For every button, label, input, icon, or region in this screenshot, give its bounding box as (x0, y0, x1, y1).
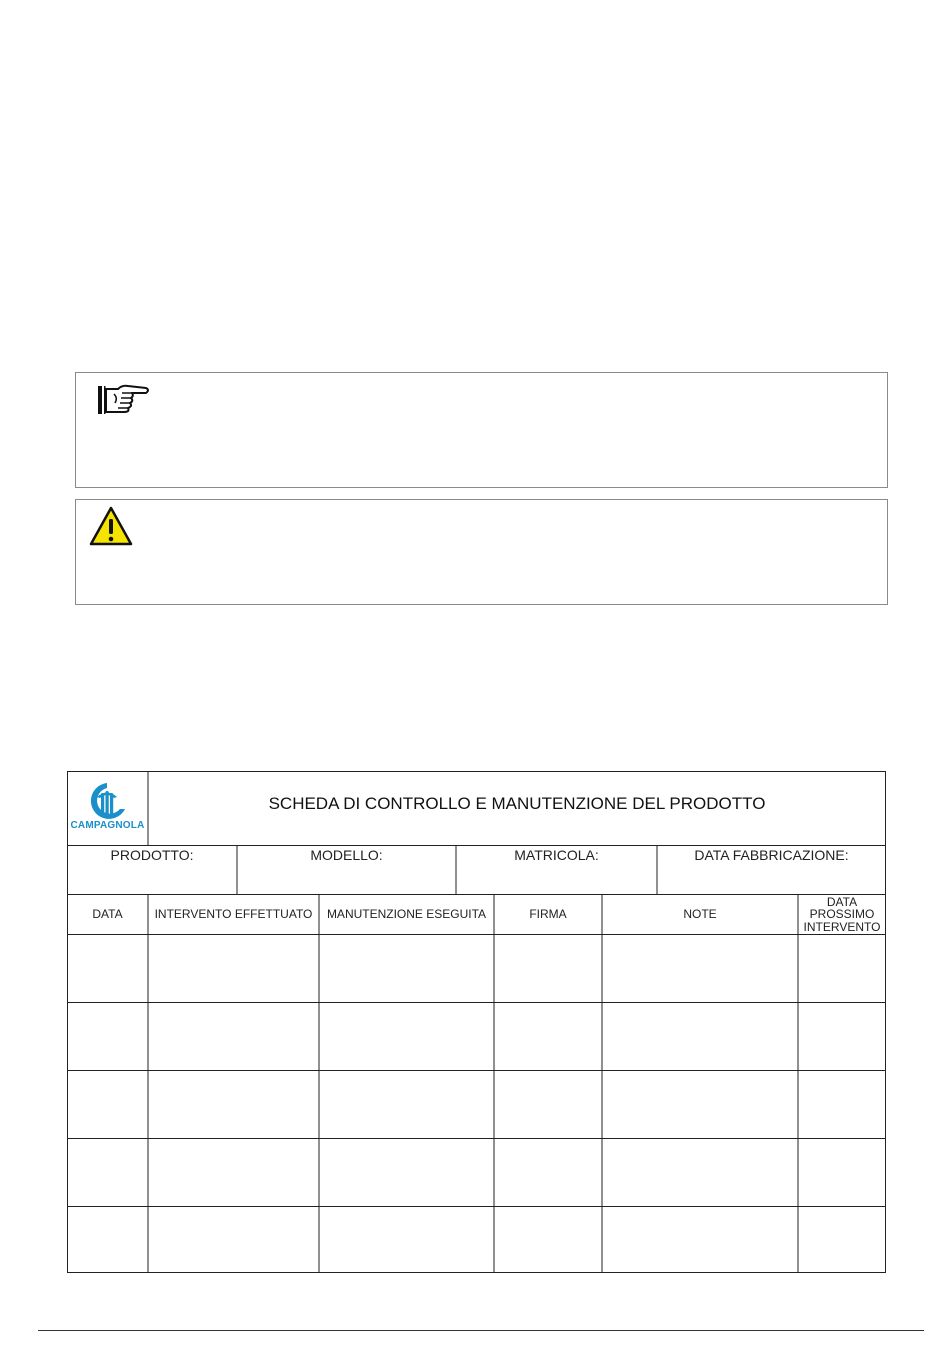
row-3-intervento-cell[interactable] (148, 1071, 319, 1138)
column-header-data: DATA (92, 907, 123, 922)
footer-divider (38, 1330, 924, 1331)
row-2-intervento-cell[interactable] (148, 1003, 319, 1070)
row-1-firma-cell[interactable] (494, 935, 602, 1002)
column-header-intervento: INTERVENTO EFFETTUATO (154, 907, 313, 922)
row-5-data-cell[interactable] (67, 1207, 148, 1273)
row-2-manutenzione-cell[interactable] (319, 1003, 494, 1070)
column-header-firma: FIRMA (529, 907, 567, 922)
row-5-firma-cell[interactable] (494, 1207, 602, 1273)
field-data-fabbricazione-value[interactable] (657, 867, 886, 894)
row-5-data-prossimo-cell[interactable] (798, 1207, 886, 1273)
row-3-data-cell[interactable] (67, 1071, 148, 1138)
row-2-note-cell[interactable] (602, 1003, 798, 1070)
field-prodotto-value[interactable] (67, 867, 237, 894)
row-4-data-cell[interactable] (67, 1139, 148, 1206)
row-1-data-prossimo-cell[interactable] (798, 935, 886, 1002)
row-1-data-cell[interactable] (67, 935, 148, 1002)
row-1-note-cell[interactable] (602, 935, 798, 1002)
warning-triangle-icon (88, 505, 134, 552)
row-4-firma-cell[interactable] (494, 1139, 602, 1206)
field-data-fabbricazione-label: DATA FABBRICAZIONE: (694, 847, 849, 863)
row-2-data-cell[interactable] (67, 1003, 148, 1070)
row-5-intervento-cell[interactable] (148, 1207, 319, 1273)
field-matricola-label: MATRICOLA: (514, 847, 599, 863)
column-header-manutenzione: MANUTENZIONE ESEGUITA (326, 907, 487, 922)
column-header-data-prossimo: DATA PROSSIMO INTERVENTO (803, 894, 881, 934)
row-3-firma-cell[interactable] (494, 1071, 602, 1138)
row-4-note-cell[interactable] (602, 1139, 798, 1206)
row-3-data-prossimo-cell[interactable] (798, 1071, 886, 1138)
row-4-data-prossimo-cell[interactable] (798, 1139, 886, 1206)
row-5-note-cell[interactable] (602, 1207, 798, 1273)
pointing-hand-icon (88, 379, 150, 420)
maintenance-record-form (67, 771, 886, 1273)
warning-callout (75, 499, 888, 605)
column-header-note: NOTE (683, 907, 717, 922)
field-prodotto-label: PRODOTTO: (110, 847, 194, 863)
note-callout (75, 372, 888, 488)
row-1-manutenzione-cell[interactable] (319, 935, 494, 1002)
row-2-firma-cell[interactable] (494, 1003, 602, 1070)
field-modello-label: MODELLO: (310, 847, 383, 863)
row-3-manutenzione-cell[interactable] (319, 1071, 494, 1138)
row-4-intervento-cell[interactable] (148, 1139, 319, 1206)
row-3-note-cell[interactable] (602, 1071, 798, 1138)
brand-logo (67, 771, 148, 845)
form-title: SCHEDA DI CONTROLLO E MANUTENZIONE DEL PRODOTTO (268, 794, 766, 813)
row-4-manutenzione-cell[interactable] (319, 1139, 494, 1206)
brand-name: CAMPAGNOLA (70, 820, 145, 831)
field-modello-value[interactable] (237, 867, 456, 894)
field-matricola-value[interactable] (456, 867, 657, 894)
row-5-manutenzione-cell[interactable] (319, 1207, 494, 1273)
row-2-data-prossimo-cell[interactable] (798, 1003, 886, 1070)
title-cell (148, 771, 886, 845)
row-1-intervento-cell[interactable] (148, 935, 319, 1002)
